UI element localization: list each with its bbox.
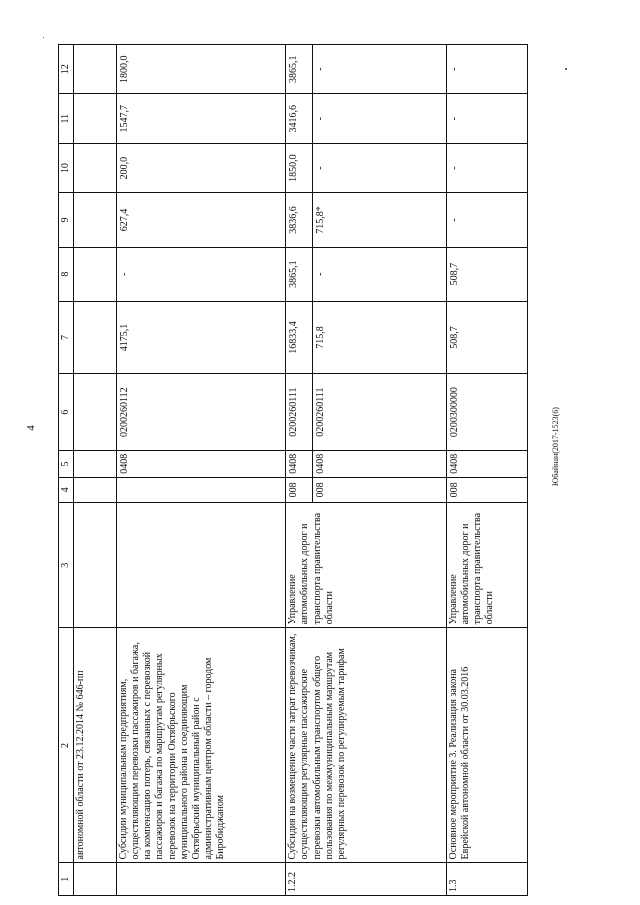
table-row xyxy=(446,45,527,896)
scan-speck xyxy=(565,68,567,70)
header-cell: 2 xyxy=(59,628,74,863)
value-cell: 008 xyxy=(286,477,313,502)
header-cell: 6 xyxy=(59,374,74,451)
value-cell xyxy=(73,193,116,247)
value-cell xyxy=(73,451,116,478)
value-cell xyxy=(73,301,116,373)
table-row xyxy=(73,45,116,896)
value-cell: 715,8* xyxy=(313,193,446,247)
value-cell: 3836,6 xyxy=(286,193,313,247)
value-cell: - xyxy=(446,45,527,95)
value-cell: 508,7 xyxy=(446,247,527,301)
executor-cell: Управление автомобильных дорог и транспорта правительства области xyxy=(446,503,527,628)
value-cell: - xyxy=(313,247,446,301)
rotated-table-wrapper xyxy=(58,44,528,896)
event-name-cell: автономной области от 23.12.2014 № 646-пп xyxy=(73,628,116,863)
value-cell xyxy=(73,374,116,451)
value-cell: 1800,0 xyxy=(116,45,285,95)
value-cell: 16833,4 xyxy=(286,301,313,373)
page-number: 4 xyxy=(24,425,37,431)
value-cell: 008 xyxy=(313,477,446,502)
executor-cell: Управление автомобильных дорог и транспорта правительства области xyxy=(286,503,446,628)
value-cell: 0200260112 xyxy=(116,374,285,451)
value-cell: 0408 xyxy=(286,451,313,478)
value-cell: 3416,6 xyxy=(286,94,313,143)
value-cell: 1547,7 xyxy=(116,94,285,143)
value-cell: 0200260111 xyxy=(313,374,446,451)
value-cell: 008 xyxy=(446,477,527,502)
value-cell: 0408 xyxy=(313,451,446,478)
header-cell: 11 xyxy=(59,94,74,143)
value-cell: 0200300000 xyxy=(446,374,527,451)
value-cell: 4175,1 xyxy=(116,301,285,373)
value-cell xyxy=(73,94,116,143)
value-cell: 3865,1 xyxy=(286,247,313,301)
value-cell: 715,8 xyxy=(313,301,446,373)
value-cell xyxy=(73,143,116,192)
header-cell: 4 xyxy=(59,477,74,502)
header-cell: 1 xyxy=(59,863,74,896)
value-cell: 508,7 xyxy=(446,301,527,373)
value-cell: - xyxy=(446,143,527,192)
event-name-cell: Субсидия на возмещение части затрат перевозчикам, осуществляющим регулярные пассажирские перевозки автомобильным транспортом общего пользования по межмуниципальным маршрутам регулярных перевозок по регулируемым тарифам xyxy=(286,628,446,863)
table-row xyxy=(116,45,285,896)
budget-table xyxy=(58,44,528,896)
row-number-cell xyxy=(116,863,285,896)
row-number-cell xyxy=(73,863,116,896)
value-cell xyxy=(73,247,116,301)
value-cell xyxy=(73,477,116,502)
header-cell: 10 xyxy=(59,143,74,192)
value-cell: 0200260111 xyxy=(286,374,313,451)
scan-speck xyxy=(43,37,44,38)
value-cell: - xyxy=(313,45,446,95)
value-cell: 200,0 xyxy=(116,143,285,192)
event-name-cell: Субсидии муниципальным предприятиям, осуществляющим перевозки пассажиров и багажа, на компенсацию потерь, связанных с перевозкой пассажиров и багажа по маршрутам регулярных перевозок на территории Октябрьского муниципального района и соединяющим Октябрьский муниципальный район с административным центром области – городом Биробиджаном xyxy=(116,628,285,863)
value-cell: - xyxy=(116,247,285,301)
header-cell: 12 xyxy=(59,45,74,95)
executor-cell xyxy=(116,503,285,628)
header-cell: 3 xyxy=(59,503,74,628)
value-cell: - xyxy=(446,193,527,247)
document-code: Юбайнан(2017-1523(6) xyxy=(551,407,560,486)
value-cell: 1850,0 xyxy=(286,143,313,192)
value-cell: 3865,1 xyxy=(286,45,313,95)
value-cell: - xyxy=(446,94,527,143)
header-row xyxy=(59,45,74,896)
row-number-cell: 1.2.2 xyxy=(286,863,446,896)
value-cell: 0408 xyxy=(446,451,527,478)
row-number-cell: 1.3 xyxy=(446,863,527,896)
header-cell: 7 xyxy=(59,301,74,373)
executor-cell xyxy=(73,503,116,628)
table-row xyxy=(286,45,313,896)
value-cell xyxy=(73,45,116,95)
value-cell: 627,4 xyxy=(116,193,285,247)
value-cell: - xyxy=(313,94,446,143)
header-cell: 9 xyxy=(59,193,74,247)
value-cell: - xyxy=(313,143,446,192)
value-cell xyxy=(116,477,285,502)
value-cell: 0408 xyxy=(116,451,285,478)
header-cell: 8 xyxy=(59,247,74,301)
event-name-cell: Основное мероприятие 3. Реализация закона Еврейской автономной области от 30.03.2016 xyxy=(446,628,527,863)
header-cell: 5 xyxy=(59,451,74,478)
